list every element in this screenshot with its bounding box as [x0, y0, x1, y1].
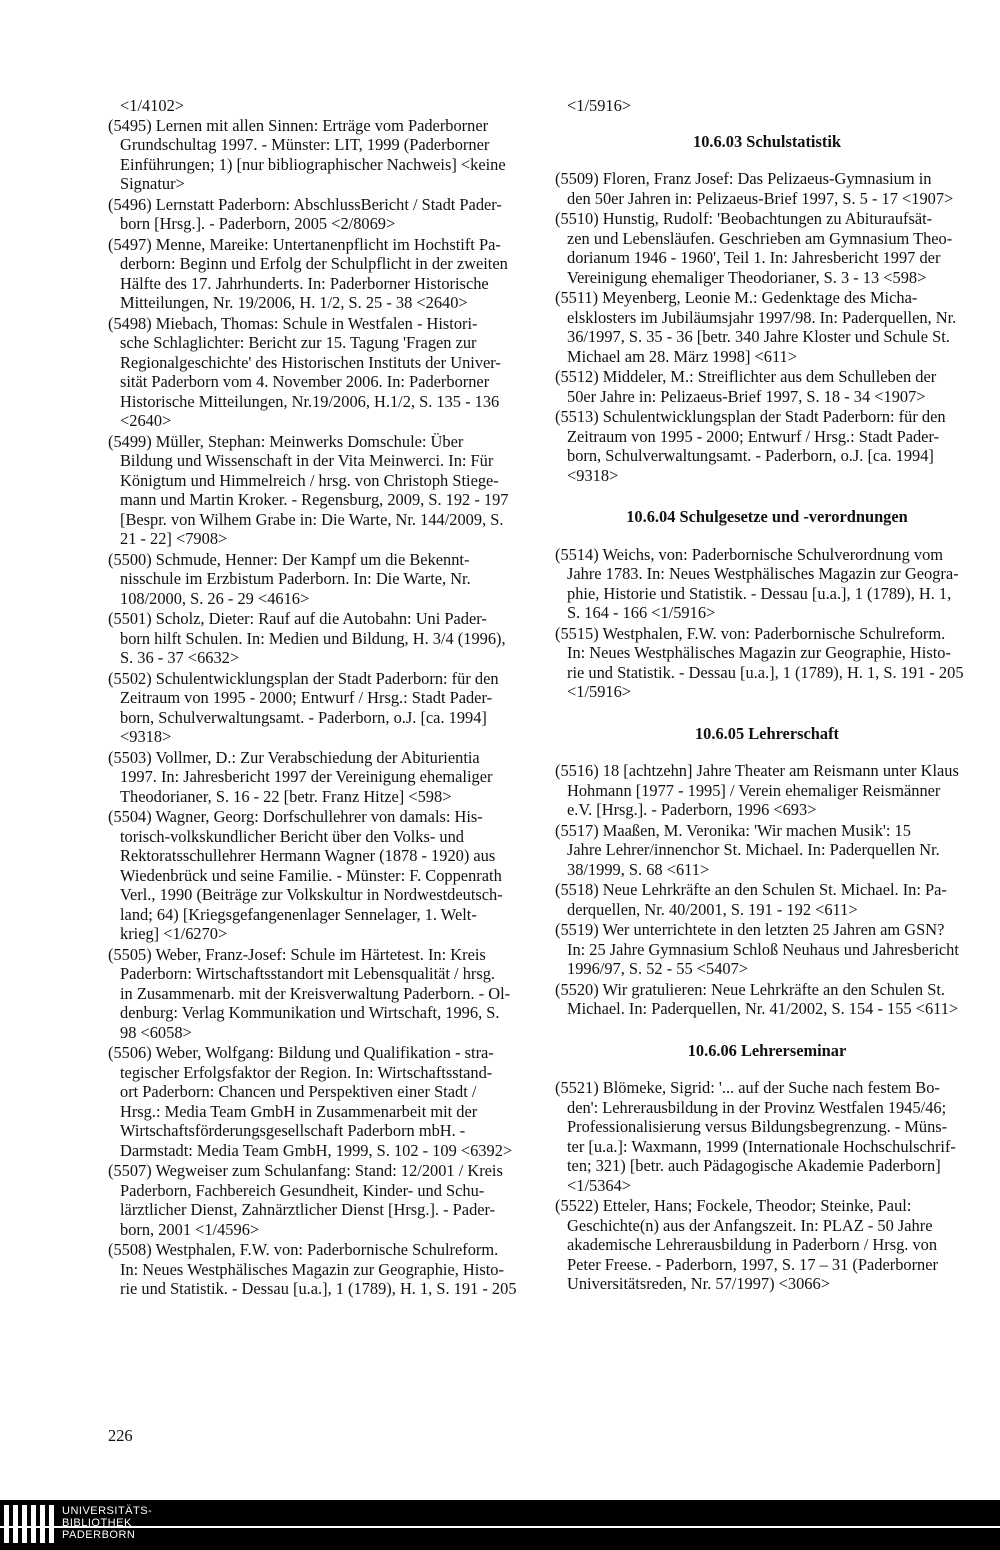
entry-continuation-line: krieg] <1/6270>: [120, 924, 228, 943]
entry-first-line: (5506) Weber, Wolfgang: Bildung und Qualifikation - stra-: [108, 1043, 494, 1062]
entry-continuation-line: ter [u.a.]: Waxmann, 1999 (Internationale Hochschulschrif-: [567, 1136, 956, 1156]
entry-continuation-line: Mitteilungen, Nr. 19/2006, H. 1/2, S. 25 - 38 <2640>: [120, 293, 468, 312]
entry-continuation-line: <1/5364>: [567, 1175, 632, 1195]
entry-continuation-line: Theodorianer, S. 16 - 22 [betr. Franz Hitze] <598>: [120, 786, 452, 806]
section-heading: 10.6.06 Lehrerseminar: [687, 1040, 847, 1060]
library-logo-bars-icon: [4, 1505, 54, 1543]
bibliography-entry: [555, 1078, 979, 1195]
entry-continuation-line: 38/1999, S. 68 <611>: [567, 859, 710, 879]
library-line-2: BIBLIOTHEK: [62, 1517, 132, 1529]
section-heading: 10.6.05 Lehrerschaft: [694, 723, 839, 743]
bibliography-entry: [108, 669, 526, 747]
entry-continuation-line: Signatur>: [120, 174, 185, 193]
entry-continuation-line: Grundschultag 1997. - Münster: LIT, 1999 (Paderborner: [120, 135, 490, 154]
entry-first-line: (5516) 18 [achtzehn] Jahre Theater am Reismann unter Klaus: [555, 761, 959, 780]
bibliography-entry: [108, 1161, 526, 1239]
entry-continuation-line: mann und Martin Kroker. - Regensburg, 2009, S. 192 - 197: [120, 490, 509, 509]
entry-continuation-line: 1997. In: Jahresbericht 1997 der Vereinigung ehemaliger: [120, 767, 493, 786]
entry-continuation-line: in Zusammenarb. mit der Kreisverwaltung Paderborn. - Ol-: [120, 983, 511, 1003]
entry-first-line: (5517) Maaßen, M. Veronika: 'Wir machen Musik': 15: [555, 820, 911, 840]
entry-first-line: (5495) Lernen mit allen Sinnen: Erträge vom Paderborner: [108, 115, 489, 135]
entry-continuation-line: derborn: Beginn und Erfolg der Schulpflicht in der zweiten: [120, 254, 508, 273]
entry-continuation-line: Bildung und Wissenschaft in der Vita Meinwerci. In: Für: [120, 451, 494, 470]
entry-continuation-line: sche Schlaglichter: Bericht zur 15. Tagung 'Fragen zur: [120, 333, 477, 352]
entry-continuation-line: zen und Lebensläufen. Geschrieben am Gymnasium Theo-: [567, 228, 953, 248]
entry-continuation-line: Universitätsreden, Nr. 57/1997) <3066>: [567, 1274, 830, 1293]
bibliography-entry: [108, 550, 526, 609]
entry-continuation-line: nisschule im Erzbistum Paderborn. In: Die Warte, Nr.: [120, 569, 471, 588]
entry-continuation-line: Historische Mitteilungen, Nr.19/2006, H.1/2, S. 135 - 136: [120, 391, 500, 411]
entry-first-line: (5522) Etteler, Hans; Fockele, Theodor; Steinke, Paul:: [555, 1196, 912, 1215]
entry-first-line: (5497) Menne, Mareike: Untertanenpflicht im Hochstift Pa-: [108, 234, 501, 254]
entry-continuation-line: born, 2001 <1/4596>: [120, 1219, 260, 1239]
entry-continuation-line: [Bespr. von Wilhem Grabe in: Die Warte, Nr. 144/2009, S.: [120, 509, 504, 529]
left-entries: [108, 116, 526, 1299]
left-column: [108, 96, 526, 1300]
bibliography-entry: [555, 288, 979, 366]
entry-continuation-line: 36/1997, S. 35 - 36 [betr. 340 Jahre Kloster und Schule St.: [567, 327, 950, 346]
section-heading: 10.6.03 Schulstatistik: [693, 131, 841, 151]
entry-continuation-line: Zeitraum von 1995 - 2000; Entwurf / Hrsg.: Stadt Pader-: [120, 688, 493, 707]
entry-continuation-line: sität Paderborn vom 4. November 2006. In: Paderborner: [120, 372, 490, 391]
entry-continuation-line: tegischer Erfolgsfaktor der Region. In: Wirtschaftsstand-: [120, 1062, 493, 1082]
entry-first-line: (5499) Müller, Stephan: Meinwerks Domschule: Über: [108, 431, 464, 451]
entry-first-line: (5501) Scholz, Dieter: Rauf auf die Autobahn: Uni Pader-: [108, 609, 487, 628]
bibliography-entry: [108, 116, 526, 194]
bibliography-entry: [555, 980, 979, 1019]
bibliography-entry: [108, 314, 526, 431]
right-column: [555, 96, 979, 1295]
entry-continuation-line: 50er Jahre in: Pelizaeus-Brief 1997, S. 18 - 34 <1907>: [567, 386, 926, 406]
entry-continuation-line: phie, Historie und Statistik. - Dessau [u.a.], 1 (1789), H. 1,: [567, 583, 952, 603]
bibliography-entry: [555, 821, 979, 880]
entry-continuation-line: Verl., 1990 (Beiträge zur Volkskultur in Nordwestdeutsch-: [120, 885, 503, 904]
entry-continuation-line: e.V. [Hrsg.]. - Paderborn, 1996 <693>: [567, 800, 817, 819]
bibliography-entry: [555, 1196, 979, 1294]
entry-first-line: (5512) Middeler, M.: Streiflichter aus dem Schulleben der: [555, 367, 937, 386]
entry-continuation-line: land; 64) [Kriegsgefangenenlager Sennelager, 1. Welt-: [120, 904, 477, 924]
entry-first-line: (5507) Wegweiser zum Schulanfang: Stand: 12/2001 / Kreis: [108, 1161, 503, 1180]
entry-first-line: (5515) Westphalen, F.W. von: Paderbornische Schulreform.: [555, 623, 946, 643]
entry-continuation-line: In: 25 Jahre Gymnasium Schloß Neuhaus und Jahresbericht: [567, 939, 959, 959]
entry-continuation-line: 21 - 22] <7908>: [120, 529, 228, 548]
bibliography-entry: [555, 624, 979, 702]
entry-continuation-line: Geschichte(n) aus der Anfangszeit. In: PLAZ - 50 Jahre: [567, 1215, 933, 1235]
entry-continuation-line: ten; 321) [betr. auch Pädagogische Akademie Paderborn]: [567, 1156, 941, 1175]
entry-continuation-line: den 50er Jahren in: Pelizaeus-Brief 1997, S. 5 - 17 <1907>: [567, 188, 954, 208]
library-line-3: PADERBORN: [62, 1529, 136, 1541]
entry-first-line: (5521) Blömeke, Sigrid: '... auf der Suche nach festem Bo-: [555, 1078, 940, 1097]
entry-continuation-line: Wirtschaftsförderungsgesellschaft Paderborn mbH. -: [120, 1121, 466, 1140]
bibliography-entry: [555, 545, 979, 623]
bibliography-entry: [108, 1240, 526, 1299]
entry-first-line: (5504) Wagner, Georg: Dorfschullehrer von damals: His-: [108, 807, 483, 826]
top-reference: <1/5916>: [567, 96, 632, 115]
entry-continuation-line: Hrsg.: Media Team GmbH in Zusammenarbeit mit der: [120, 1101, 478, 1121]
entry-continuation-line: derquellen, Nr. 40/2001, S. 191 - 192 <611>: [567, 899, 858, 919]
entry-continuation-line: akademische Lehrerausbildung in Paderborn / Hrsg. von: [567, 1235, 938, 1254]
entry-continuation-line: Darmstadt: Media Team GmbH, 1999, S. 102 - 109 <6392>: [120, 1140, 513, 1160]
entry-first-line: (5496) Lernstatt Paderborn: AbschlussBericht / Stadt Pader-: [108, 194, 502, 214]
entry-continuation-line: born, Schulverwaltungsamt. - Paderborn, o.J. [ca. 1994]: [120, 707, 487, 727]
entry-continuation-line: denburg: Verlag Kommunikation und Wirtschaft, 1996, S.: [120, 1003, 500, 1022]
entry-continuation-line: 1996/97, S. 52 - 55 <5407>: [567, 959, 749, 978]
entry-first-line: (5520) Wir gratulieren: Neue Lehrkräfte an den Schulen St.: [555, 979, 945, 999]
entry-first-line: (5503) Vollmer, D.: Zur Verabschiedung der Abiturientia: [108, 747, 480, 767]
entry-continuation-line: torisch-volkskundlicher Bericht über den Volks- und: [120, 826, 464, 846]
entry-continuation-line: S. 164 - 166 <1/5916>: [567, 603, 716, 622]
entry-continuation-line: rie und Statistik. - Dessau [u.a.], 1 (1789), H. 1, S. 191 - 205: [567, 662, 964, 682]
entry-first-line: (5519) Wer unterrichtete in den letzten 25 Jahren am GSN?: [555, 920, 945, 939]
entry-continuation-line: <1/5916>: [567, 682, 632, 701]
bibliography-entry: [108, 195, 526, 234]
entry-first-line: (5498) Miebach, Thomas: Schule in Westfalen - Histori-: [108, 313, 478, 333]
page-number: 226: [108, 1426, 133, 1445]
entry-first-line: (5509) Floren, Franz Josef: Das Pelizaeus-Gymnasium in: [555, 169, 932, 188]
entry-continuation-line: 108/2000, S. 26 - 29 <4616>: [120, 588, 310, 608]
bibliography-entry: [108, 235, 526, 313]
entry-continuation-line: Jahre 1783. In: Neues Westphälisches Magazin zur Geogra-: [567, 564, 959, 583]
entry-continuation-line: Regionalgeschichte' des Historischen Instituts der Univer-: [120, 352, 501, 372]
entry-continuation-line: born [Hrsg.]. - Paderborn, 2005 <2/8069>: [120, 214, 396, 233]
entry-first-line: (5508) Westphalen, F.W. von: Paderbornische Schulreform.: [108, 1240, 499, 1259]
bibliography-entry: [108, 609, 526, 668]
bibliography-entry: [555, 169, 979, 208]
entry-continuation-line: In: Neues Westphälisches Magazin zur Geographie, Histo-: [567, 643, 951, 662]
right-sections: [555, 132, 979, 1294]
library-line-1: UNIVERSITÄTS-: [62, 1505, 153, 1517]
entry-continuation-line: ort Paderborn: Chancen und Perspektiven einer Stadt /: [120, 1082, 477, 1101]
entry-continuation-line: In: Neues Westphälisches Magazin zur Geographie, Histo-: [120, 1259, 504, 1279]
entry-first-line: (5518) Neue Lehrkräfte an den Schulen St. Michael. In: Pa-: [555, 880, 947, 899]
bibliography-entry: [555, 407, 979, 485]
top-reference: <1/4102>: [120, 96, 185, 115]
entry-continuation-line: Hälfte des 17. Jahrhunderts. In: Paderborner Historische: [120, 273, 489, 293]
entry-first-line: (5510) Hunstig, Rudolf: 'Beobachtungen zu Abituraufsät-: [555, 209, 933, 228]
bibliography-entry: [108, 748, 526, 807]
entry-continuation-line: Zeitraum von 1995 - 2000; Entwurf / Hrsg.: Stadt Pader-: [567, 426, 940, 446]
library-logo: [4, 1505, 152, 1545]
entry-continuation-line: Wiedenbrück und seine Familie. - Münster: F. Coppenrath: [120, 865, 502, 885]
entry-continuation-line: Rektoratsschullehrer Hermann Wagner (1878 - 1920) aus: [120, 846, 496, 865]
entry-first-line: (5505) Weber, Franz-Josef: Schule im Härtetest. In: Kreis: [108, 944, 486, 964]
entry-continuation-line: Peter Freese. - Paderborn, 1997, S. 17 – 31 (Paderborner: [567, 1254, 938, 1274]
entry-continuation-line: born hilft Schulen. In: Medien und Bildung, H. 3/4 (1996),: [120, 628, 506, 648]
entry-continuation-line: Jahre Lehrer/innenchor St. Michael. In: Paderquellen Nr.: [567, 840, 940, 859]
entry-continuation-line: den': Lehrerausbildung in der Provinz Westfalen 1945/46;: [567, 1097, 947, 1117]
bibliography-entry: [108, 945, 526, 1043]
entry-first-line: (5514) Weichs, von: Paderbornische Schulverordnung vom: [555, 544, 944, 564]
entry-continuation-line: Königtum und Himmelreich / hrsg. von Christoph Stiege-: [120, 470, 499, 490]
bibliography-entry: [555, 880, 979, 919]
entry-continuation-line: elsklosters im Jubiläumsjahr 1997/98. In: Paderquellen, Nr.: [567, 307, 957, 327]
entry-continuation-line: 98 <6058>: [120, 1022, 192, 1042]
entry-first-line: (5502) Schulentwicklungsplan der Stadt Paderborn: für den: [108, 668, 499, 688]
entry-continuation-line: <9318>: [567, 465, 619, 485]
entry-first-line: (5511) Meyenberg, Leonie M.: Gedenktage des Micha-: [555, 288, 918, 307]
entry-continuation-line: Hohmann [1977 - 1995] / Verein ehemaliger Reismänner: [567, 780, 941, 800]
entry-continuation-line: Paderborn: Wirtschaftsstandort mit Lebensqualität / hrsg.: [120, 964, 496, 983]
bibliography-entry: [555, 761, 979, 820]
entry-continuation-line: <2640>: [120, 411, 172, 430]
bibliography-entry: [108, 1043, 526, 1160]
entry-continuation-line: S. 36 - 37 <6632>: [120, 648, 240, 667]
library-logo-text: [62, 1505, 152, 1541]
entry-continuation-line: born, Schulverwaltungsamt. - Paderborn, o.J. [ca. 1994]: [567, 446, 934, 465]
entry-continuation-line: <9318>: [120, 727, 172, 746]
bibliography-entry: [108, 432, 526, 549]
bibliography-entry: [555, 920, 979, 979]
entry-continuation-line: dorianum 1946 - 1960', Teil 1. In: Jahresbericht 1997 der: [567, 248, 941, 267]
entry-continuation-line: rie und Statistik. - Dessau [u.a.], 1 (1789), H. 1, S. 191 - 205: [120, 1279, 517, 1298]
entry-continuation-line: Professionalisierung versus Bildungsbegrenzung. - Müns-: [567, 1117, 948, 1136]
bibliography-entry: [108, 807, 526, 944]
entry-first-line: (5500) Schmude, Henner: Der Kampf um die Bekennt-: [108, 549, 470, 569]
entry-continuation-line: Michael. In: Paderquellen, Nr. 41/2002, S. 154 - 155 <611>: [567, 999, 959, 1018]
entry-continuation-line: Einführungen; 1) [nur bibliographischer Nachweis] <keine: [120, 154, 506, 174]
entry-continuation-line: Vereinigung ehemaliger Theodorianer, S. 3 - 13 <598>: [567, 267, 927, 287]
entry-continuation-line: Michael am 28. März 1998] <611>: [567, 346, 797, 366]
section-heading: 10.6.04 Schulgesetze und -verordnungen: [626, 507, 908, 526]
entry-first-line: (5513) Schulentwicklungsplan der Stadt Paderborn: für den: [555, 407, 946, 426]
bibliography-entry: [555, 209, 979, 287]
entry-continuation-line: Paderborn, Fachbereich Gesundheit, Kinder- und Schu-: [120, 1180, 485, 1200]
bibliography-entry: [555, 367, 979, 406]
entry-continuation-line: lärztlicher Dienst, Zahnärztlicher Dienst [Hrsg.]. - Pader-: [120, 1200, 496, 1219]
